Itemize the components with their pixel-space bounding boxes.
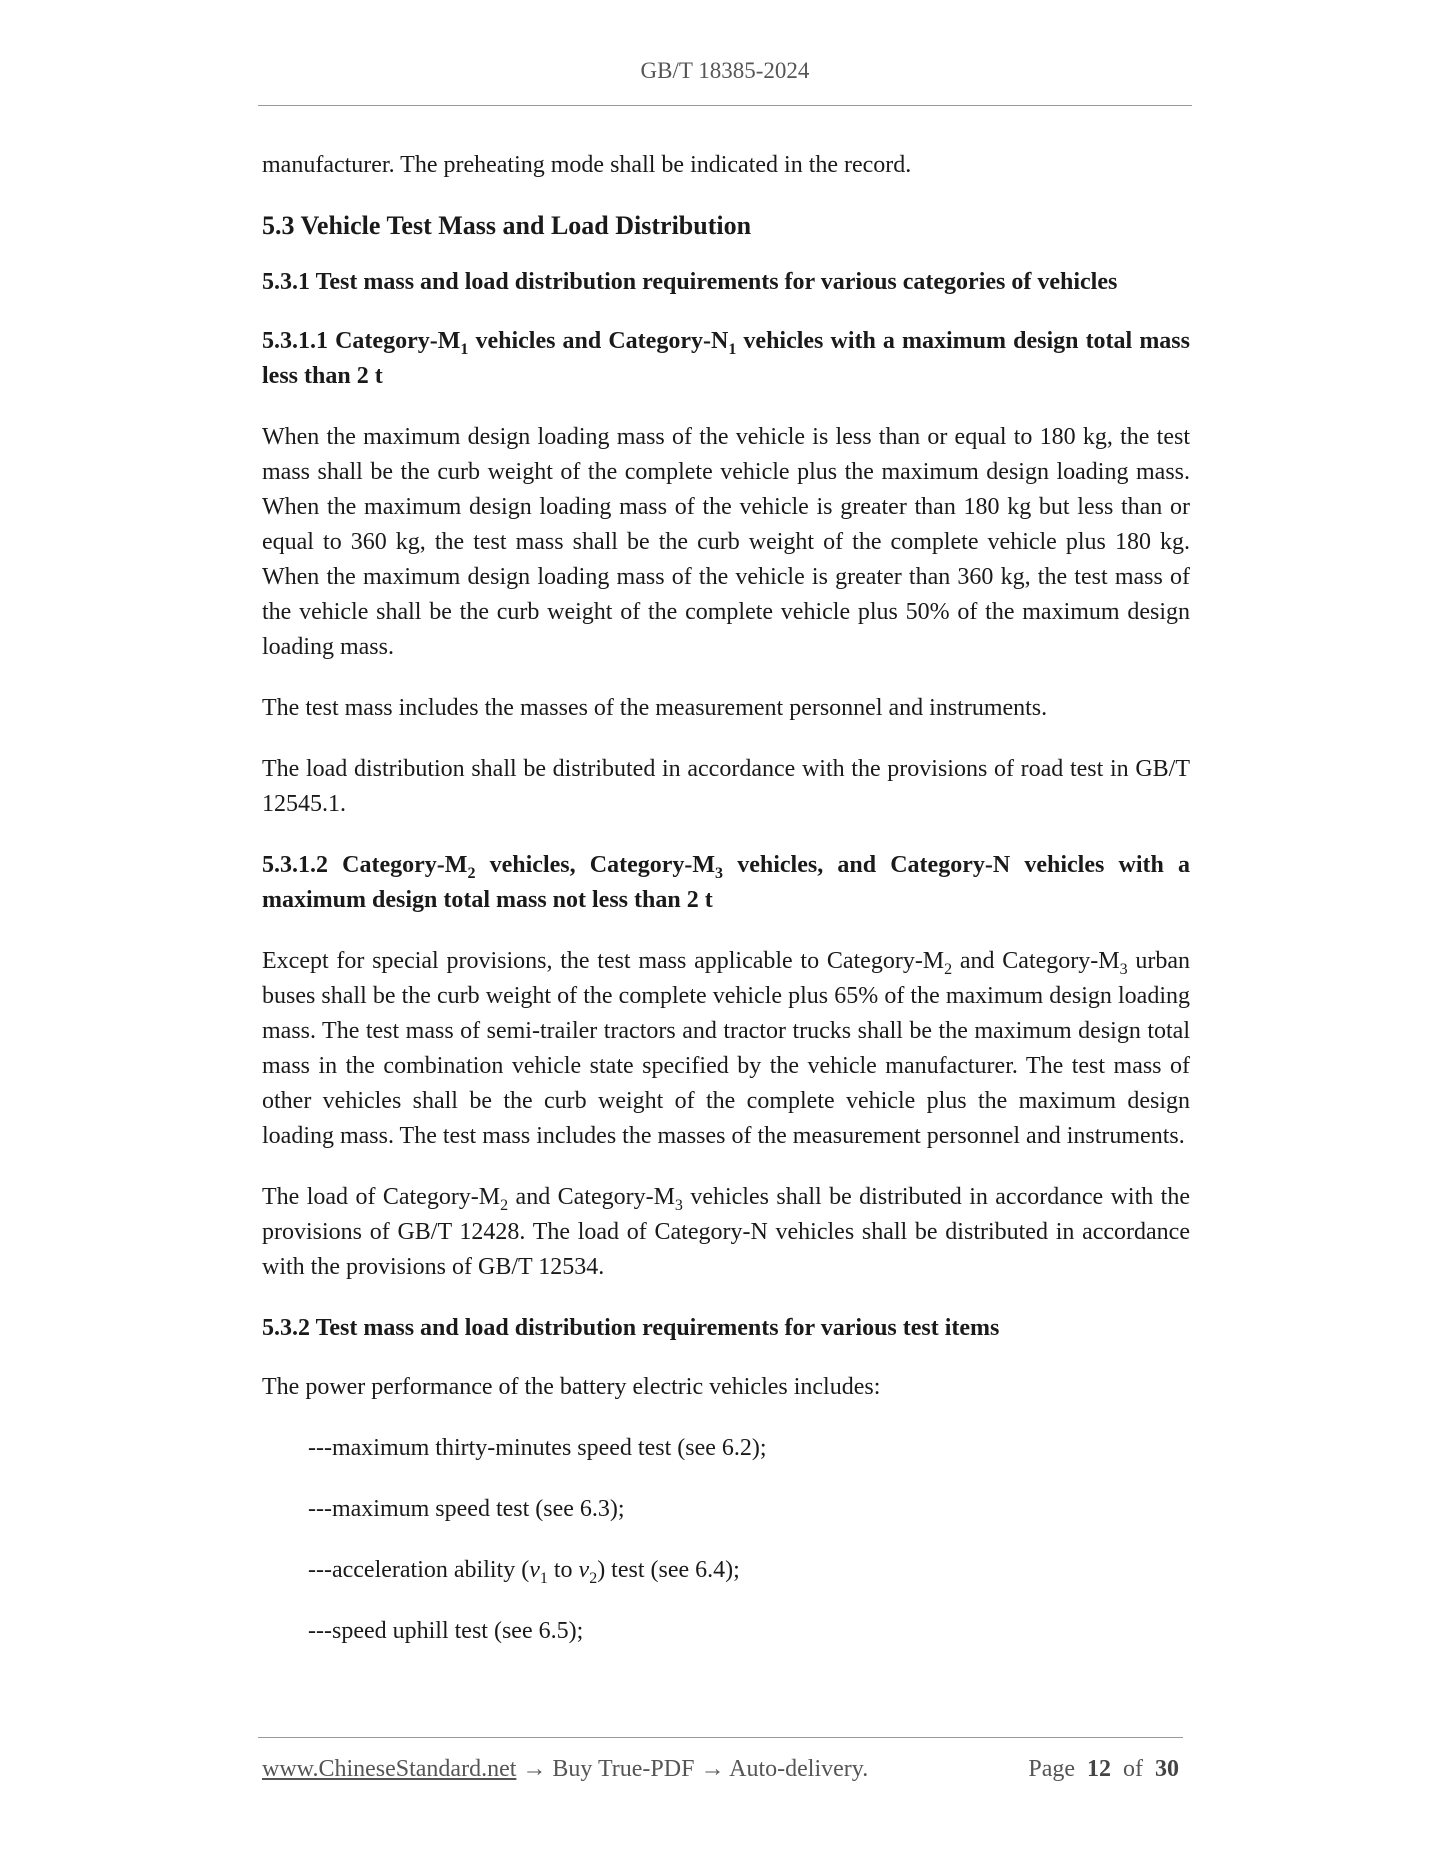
list-item: ---maximum thirty-minutes speed test (see 6.2); <box>308 1435 767 1461</box>
section-heading-5-3-1-1: 5.3.1.1 Category-$M_1$ vehicles and Category-$N_1$ vehicles with a maximum design total mass less than 2 t <box>262 328 1190 389</box>
list-item: ---acceleration ability ($v_1$ to $v_2$) test (see 6.4); <box>308 1557 740 1587</box>
section-heading-5-3-2: 5.3.2 Test mass and load distribution requirements for various test items <box>262 1315 1000 1341</box>
arrow-icon: → <box>516 1756 553 1782</box>
paragraph-test-mass-rules: When the maximum design loading mass of the vehicle is less than or equal to 180 kg, the test mass shall be the curb weight of the complete vehicle plus the maximum design loading mass. When the maximum design loading mass of the vehicle is greater than 180 kg but less than or equal to 360 kg, the test mass shall be the curb weight of the complete vehicle plus 180 kg. When the maximum design loading mass of the vehicle is greater than 360 kg, the test mass of the vehicle shall be the curb weight of the complete vehicle plus 50% of the maximum design loading mass. <box>262 424 1190 660</box>
website-link[interactable]: www.ChineseStandard.net <box>262 1756 517 1782</box>
arrow-icon: → <box>694 1756 730 1782</box>
paragraph-special-provisions: Except for special provisions, the test mass applicable to Category-$M_2$ and Category-$M_3$ urban buses shall be the curb weight of the complete vehicle plus 65% of the maximum design loading mass. The test mass of semi-trailer tractors and tractor trucks shall be the maximum design total mass in the combination vehicle state specified by the vehicle manufacturer. The test mass of other vehicles shall be the curb weight of the complete vehicle plus the maximum design loading mass. The test mass includes the masses of the measurement personnel and instruments. <box>262 948 1190 1149</box>
footer-promo: www.ChineseStandard.net → Buy True-PDF → Auto-delivery. <box>262 1756 869 1782</box>
paragraph-load-distribution: The load distribution shall be distributed in accordance with the provisions of road test in GB/T 12545.1. <box>262 756 1190 817</box>
header-divider <box>258 105 1192 106</box>
paragraph-load-category: The load of Category-$M_2$ and Category-$M_3$ vehicles shall be distributed in accordance with the provisions of GB/T 12428. The load of Category-N vehicles shall be distributed in accordance with the provisions of GB/T 12534. <box>262 1184 1190 1280</box>
paragraph-preheating: manufacturer. The preheating mode shall be indicated in the record. <box>262 152 912 178</box>
footer-divider <box>258 1737 1183 1738</box>
section-heading-5-3: 5.3 Vehicle Test Mass and Load Distribution <box>262 211 752 240</box>
page-number: Page 12 of 30 <box>1028 1756 1179 1782</box>
section-heading-5-3-1: 5.3.1 Test mass and load distribution requirements for various categories of vehicles <box>262 269 1118 295</box>
paragraph-test-mass-includes: The test mass includes the masses of the measurement personnel and instruments. <box>262 695 1048 721</box>
paragraph-power-performance: The power performance of the battery electric vehicles includes: <box>262 1374 881 1400</box>
section-heading-5-3-1-2: 5.3.1.2 Category-$M_2$ vehicles, Category-$M_3$ vehicles, and Category-N vehicles with a maximum design total mass not less than 2 t <box>262 852 1190 913</box>
document-body <box>262 148 1190 1675</box>
page-header: GB/T 18385-2024 <box>640 58 810 83</box>
list-item: ---speed uphill test (see 6.5); <box>308 1618 584 1644</box>
list-item: ---maximum speed test (see 6.3); <box>308 1496 625 1522</box>
